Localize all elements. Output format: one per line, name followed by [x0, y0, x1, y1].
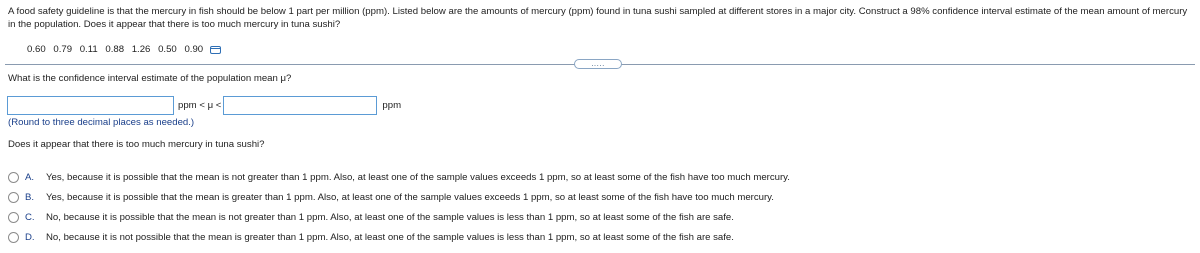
radio-button[interactable] — [8, 172, 19, 183]
option-d[interactable] — [8, 227, 1193, 247]
option-c[interactable] — [8, 207, 1193, 227]
radio-button[interactable] — [8, 212, 19, 223]
option-text: No, because it is not possible that the mean is greater than 1 ppm. Also, at least one of the sample values is less than 1 ppm, so at least some of the fish are safe. — [46, 231, 734, 243]
ci-lower-bound-input[interactable] — [7, 96, 174, 115]
ci-upper-bound-input[interactable] — [223, 96, 377, 115]
option-text: No, because it is possible that the mean is not greater than 1 ppm. Also, at least one of the sample values is less than 1 ppm, so at least some of the fish are safe. — [46, 211, 734, 223]
ci-answer-row — [7, 96, 401, 115]
option-letter: D. — [25, 231, 35, 243]
option-text: Yes, because it is possible that the mean is greater than 1 ppm. Also, at least one of the sample values exceeds 1 ppm, so at least some of the fish have too much mercury. — [46, 191, 774, 203]
mercury-question-prompt: Does it appear that there is too much mercury in tuna sushi? — [8, 139, 265, 150]
data-value: 1.26 — [131, 44, 151, 55]
data-values-row — [27, 43, 221, 56]
ci-unit-label: ppm — [382, 100, 402, 111]
expand-more-button[interactable]: ..... — [574, 59, 622, 69]
option-letter: A. — [25, 171, 35, 183]
option-letter: C. — [25, 211, 35, 223]
option-text: Yes, because it is possible that the mean is not greater than 1 ppm. Also, at least one of the sample values exceeds 1 ppm, so at least some of the fish have too much mercury. — [46, 171, 790, 183]
copy-data-icon[interactable] — [210, 45, 221, 54]
data-values — [27, 43, 208, 56]
radio-button[interactable] — [8, 232, 19, 243]
ci-inequality-text: ppm < μ < — [178, 100, 222, 111]
option-b[interactable] — [8, 187, 1193, 207]
data-value: 0.88 — [105, 44, 125, 55]
answer-options — [8, 167, 1193, 247]
radio-button[interactable] — [8, 192, 19, 203]
rounding-instruction: (Round to three decimal places as needed.) — [8, 117, 195, 128]
data-value: 0.11 — [79, 44, 98, 55]
data-value: 0.79 — [53, 44, 73, 55]
data-value: 0.90 — [184, 44, 204, 55]
data-value: 0.50 — [158, 44, 177, 55]
problem-statement: A food safety guideline is that the mercury in fish should be below 1 part per million (ppm). Listed below are the amounts of mercury (ppm) found in tuna sushi sampled at different stores in a major city. Construct a 98% confidence interval estimate of the mean amount of mercury in the population. Does it appear that there is too much mercury in tuna sushi? — [8, 6, 1188, 30]
data-value: 0.60 — [27, 44, 46, 55]
ci-question-prompt: What is the confidence interval estimate of the population mean μ? — [8, 73, 292, 84]
option-letter: B. — [25, 191, 35, 203]
option-a[interactable] — [8, 167, 1193, 187]
